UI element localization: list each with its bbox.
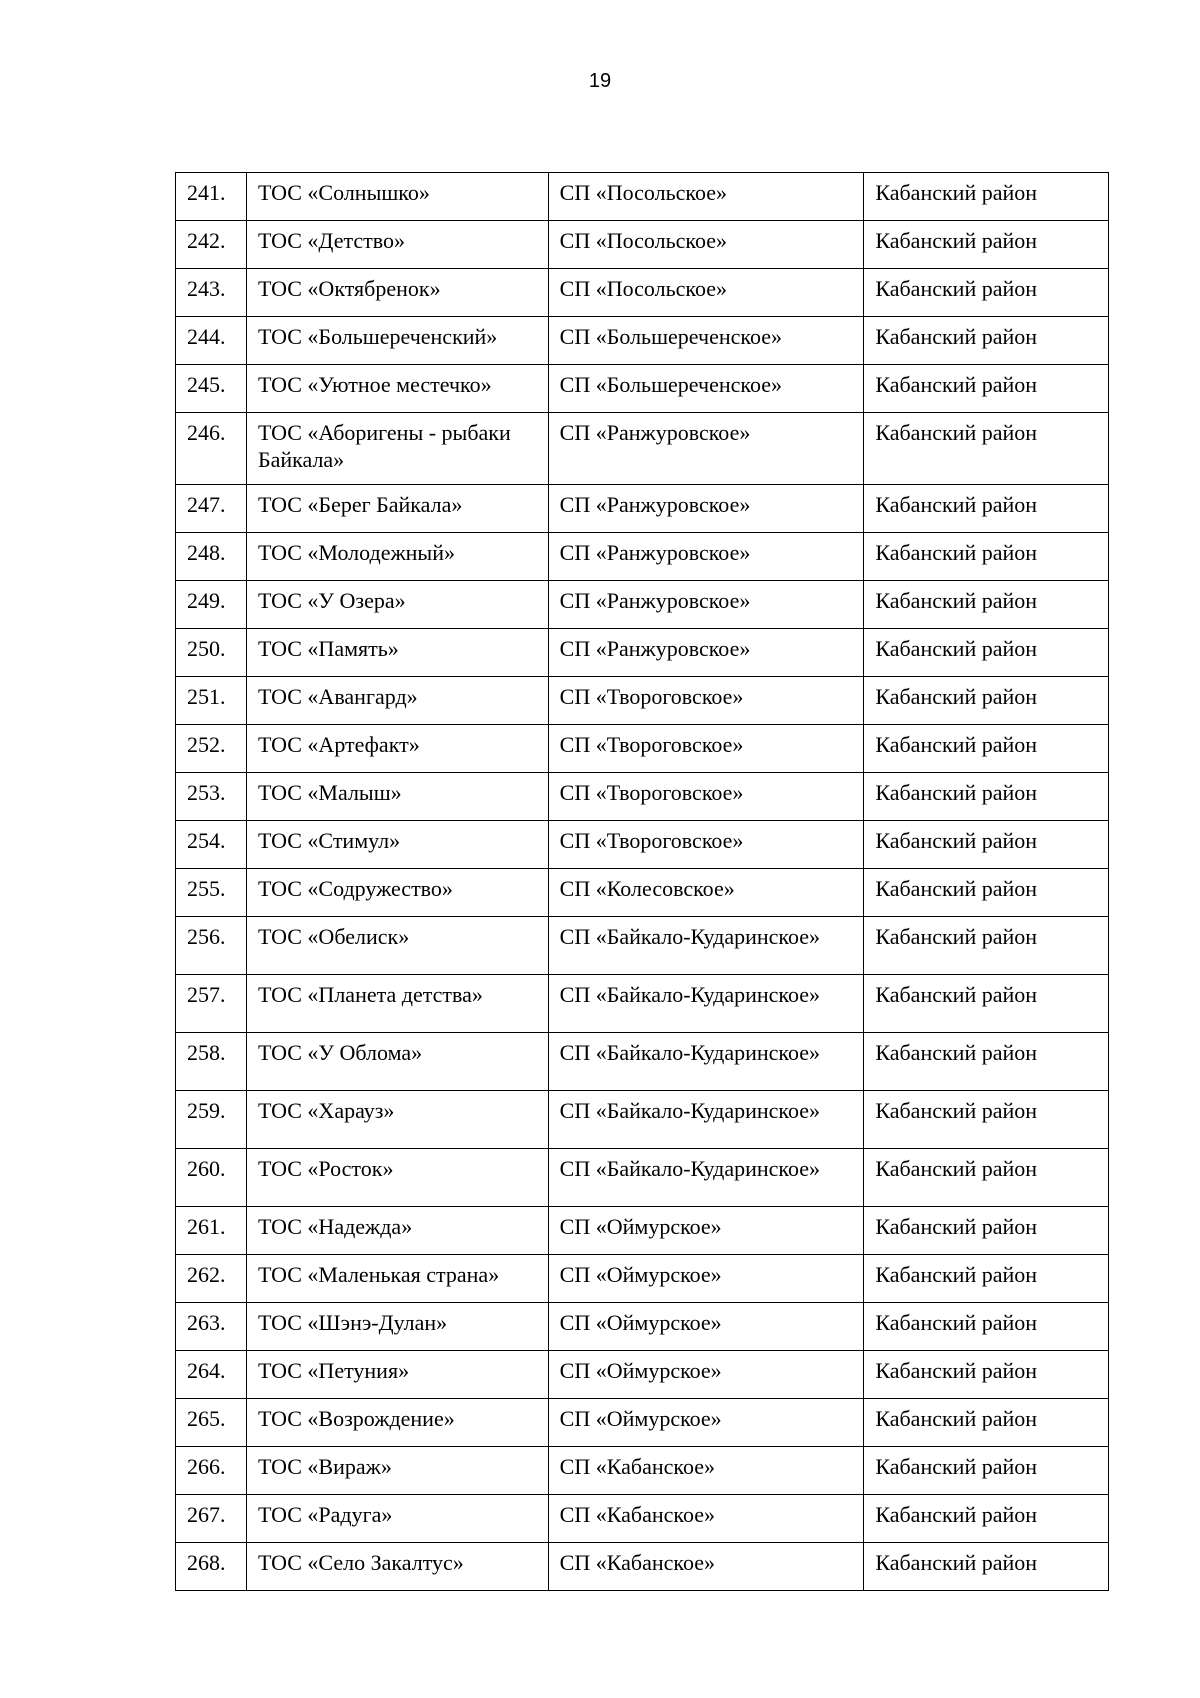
row-number: 246. — [176, 413, 247, 485]
district-name: Кабанский район — [864, 1255, 1109, 1303]
table-row — [176, 869, 1109, 917]
row-number: 258. — [176, 1033, 247, 1091]
row-number: 249. — [176, 581, 247, 629]
table-row — [176, 485, 1109, 533]
settlement-name: СП «Твороговское» — [548, 677, 864, 725]
settlement-name: СП «Ранжуровское» — [548, 629, 864, 677]
district-name: Кабанский район — [864, 1303, 1109, 1351]
settlement-name: СП «Посольское» — [548, 173, 864, 221]
settlement-name: СП «Большереченское» — [548, 365, 864, 413]
table-row — [176, 533, 1109, 581]
row-number: 251. — [176, 677, 247, 725]
row-number: 255. — [176, 869, 247, 917]
settlement-name: СП «Твороговское» — [548, 773, 864, 821]
table-row — [176, 917, 1109, 975]
tos-name: ТОС «Надежда» — [246, 1207, 548, 1255]
table-row — [176, 1149, 1109, 1207]
settlement-name: СП «Оймурское» — [548, 1303, 864, 1351]
settlement-name: СП «Байкало-Кударинское» — [548, 917, 864, 975]
row-number: 243. — [176, 269, 247, 317]
district-name: Кабанский район — [864, 413, 1109, 485]
table-row — [176, 365, 1109, 413]
row-number: 241. — [176, 173, 247, 221]
settlement-name: СП «Посольское» — [548, 221, 864, 269]
district-name: Кабанский район — [864, 629, 1109, 677]
table-row — [176, 1543, 1109, 1591]
district-name: Кабанский район — [864, 1351, 1109, 1399]
district-name: Кабанский район — [864, 773, 1109, 821]
table-row — [176, 1303, 1109, 1351]
district-name: Кабанский район — [864, 485, 1109, 533]
district-name: Кабанский район — [864, 821, 1109, 869]
row-number: 262. — [176, 1255, 247, 1303]
tos-name: ТОС «Октябренок» — [246, 269, 548, 317]
table-row — [176, 629, 1109, 677]
settlement-name: СП «Оймурское» — [548, 1399, 864, 1447]
tos-name: ТОС «Село Закалтус» — [246, 1543, 548, 1591]
settlement-name: СП «Ранжуровское» — [548, 413, 864, 485]
settlement-name: СП «Большереченское» — [548, 317, 864, 365]
district-name: Кабанский район — [864, 725, 1109, 773]
tos-name: ТОС «Уютное местечко» — [246, 365, 548, 413]
table-row — [176, 725, 1109, 773]
district-name: Кабанский район — [864, 221, 1109, 269]
table-row — [176, 413, 1109, 485]
row-number: 250. — [176, 629, 247, 677]
settlement-name: СП «Оймурское» — [548, 1351, 864, 1399]
tos-name: ТОС «Вираж» — [246, 1447, 548, 1495]
tos-name: ТОС «Малыш» — [246, 773, 548, 821]
row-number: 261. — [176, 1207, 247, 1255]
district-name: Кабанский район — [864, 975, 1109, 1033]
row-number: 259. — [176, 1091, 247, 1149]
table-row — [176, 1351, 1109, 1399]
table-row — [176, 317, 1109, 365]
tos-name: ТОС «Стимул» — [246, 821, 548, 869]
row-number: 252. — [176, 725, 247, 773]
tos-name: ТОС «Детство» — [246, 221, 548, 269]
row-number: 245. — [176, 365, 247, 413]
row-number: 248. — [176, 533, 247, 581]
table-row — [176, 773, 1109, 821]
table-row — [176, 1207, 1109, 1255]
row-number: 264. — [176, 1351, 247, 1399]
table-row — [176, 1091, 1109, 1149]
district-name: Кабанский район — [864, 581, 1109, 629]
settlement-name: СП «Кабанское» — [548, 1447, 864, 1495]
district-name: Кабанский район — [864, 1091, 1109, 1149]
settlement-name: СП «Кабанское» — [548, 1543, 864, 1591]
district-name: Кабанский район — [864, 1207, 1109, 1255]
tos-name: ТОС «Радуга» — [246, 1495, 548, 1543]
settlement-name: СП «Байкало-Кударинское» — [548, 1033, 864, 1091]
row-number: 256. — [176, 917, 247, 975]
row-number: 247. — [176, 485, 247, 533]
table-row — [176, 677, 1109, 725]
district-name: Кабанский район — [864, 1447, 1109, 1495]
row-number: 254. — [176, 821, 247, 869]
table-row — [176, 821, 1109, 869]
settlement-name: СП «Кабанское» — [548, 1495, 864, 1543]
district-name: Кабанский район — [864, 677, 1109, 725]
district-name: Кабанский район — [864, 173, 1109, 221]
settlement-name: СП «Колесовское» — [548, 869, 864, 917]
tos-name: ТОС «Возрождение» — [246, 1399, 548, 1447]
page-number: 19 — [588, 70, 612, 92]
row-number: 242. — [176, 221, 247, 269]
table-row — [176, 975, 1109, 1033]
tos-name: ТОС «Петуния» — [246, 1351, 548, 1399]
table-row — [176, 1447, 1109, 1495]
row-number: 257. — [176, 975, 247, 1033]
tos-name: ТОС «Большереченский» — [246, 317, 548, 365]
settlement-name: СП «Ранжуровское» — [548, 581, 864, 629]
settlement-name: СП «Байкало-Кударинское» — [548, 1091, 864, 1149]
tos-name: ТОС «Берег Байкала» — [246, 485, 548, 533]
table-row — [176, 1033, 1109, 1091]
tos-name: ТОС «Артефакт» — [246, 725, 548, 773]
district-name: Кабанский район — [864, 1033, 1109, 1091]
tos-name: ТОС «Шэнэ-Дулан» — [246, 1303, 548, 1351]
district-name: Кабанский район — [864, 1149, 1109, 1207]
district-name: Кабанский район — [864, 317, 1109, 365]
settlement-name: СП «Посольское» — [548, 269, 864, 317]
tos-name: ТОС «Память» — [246, 629, 548, 677]
table-row — [176, 221, 1109, 269]
district-name: Кабанский район — [864, 1495, 1109, 1543]
settlement-name: СП «Оймурское» — [548, 1255, 864, 1303]
tos-name: ТОС «У Озера» — [246, 581, 548, 629]
settlement-name: СП «Твороговское» — [548, 821, 864, 869]
row-number: 265. — [176, 1399, 247, 1447]
table-row — [176, 269, 1109, 317]
settlement-name: СП «Ранжуровское» — [548, 533, 864, 581]
table-row — [176, 581, 1109, 629]
table-row — [176, 173, 1109, 221]
district-name: Кабанский район — [864, 917, 1109, 975]
tos-name: ТОС «Обелиск» — [246, 917, 548, 975]
tos-name: ТОС «Росток» — [246, 1149, 548, 1207]
row-number: 253. — [176, 773, 247, 821]
settlement-name: СП «Байкало-Кударинское» — [548, 1149, 864, 1207]
registry-table — [175, 172, 1109, 1591]
row-number: 244. — [176, 317, 247, 365]
district-name: Кабанский район — [864, 869, 1109, 917]
tos-name: ТОС «Маленькая страна» — [246, 1255, 548, 1303]
row-number: 266. — [176, 1447, 247, 1495]
district-name: Кабанский район — [864, 1543, 1109, 1591]
row-number: 260. — [176, 1149, 247, 1207]
tos-name: ТОС «Авангард» — [246, 677, 548, 725]
tos-name: ТОС «Молодежный» — [246, 533, 548, 581]
tos-name: ТОС «Харауз» — [246, 1091, 548, 1149]
tos-name: ТОС «Аборигены - рыбаки Байкала» — [246, 413, 548, 485]
settlement-name: СП «Ранжуровское» — [548, 485, 864, 533]
district-name: Кабанский район — [864, 1399, 1109, 1447]
registry-table-body — [176, 173, 1109, 1591]
tos-name: ТОС «У Облома» — [246, 1033, 548, 1091]
row-number: 267. — [176, 1495, 247, 1543]
table-row — [176, 1495, 1109, 1543]
table-row — [176, 1255, 1109, 1303]
row-number: 263. — [176, 1303, 247, 1351]
table-row — [176, 1399, 1109, 1447]
settlement-name: СП «Твороговское» — [548, 725, 864, 773]
tos-name: ТОС «Планета детства» — [246, 975, 548, 1033]
district-name: Кабанский район — [864, 269, 1109, 317]
district-name: Кабанский район — [864, 365, 1109, 413]
tos-name: ТОС «Содружество» — [246, 869, 548, 917]
tos-name: ТОС «Солнышко» — [246, 173, 548, 221]
settlement-name: СП «Оймурское» — [548, 1207, 864, 1255]
row-number: 268. — [176, 1543, 247, 1591]
settlement-name: СП «Байкало-Кударинское» — [548, 975, 864, 1033]
district-name: Кабанский район — [864, 533, 1109, 581]
